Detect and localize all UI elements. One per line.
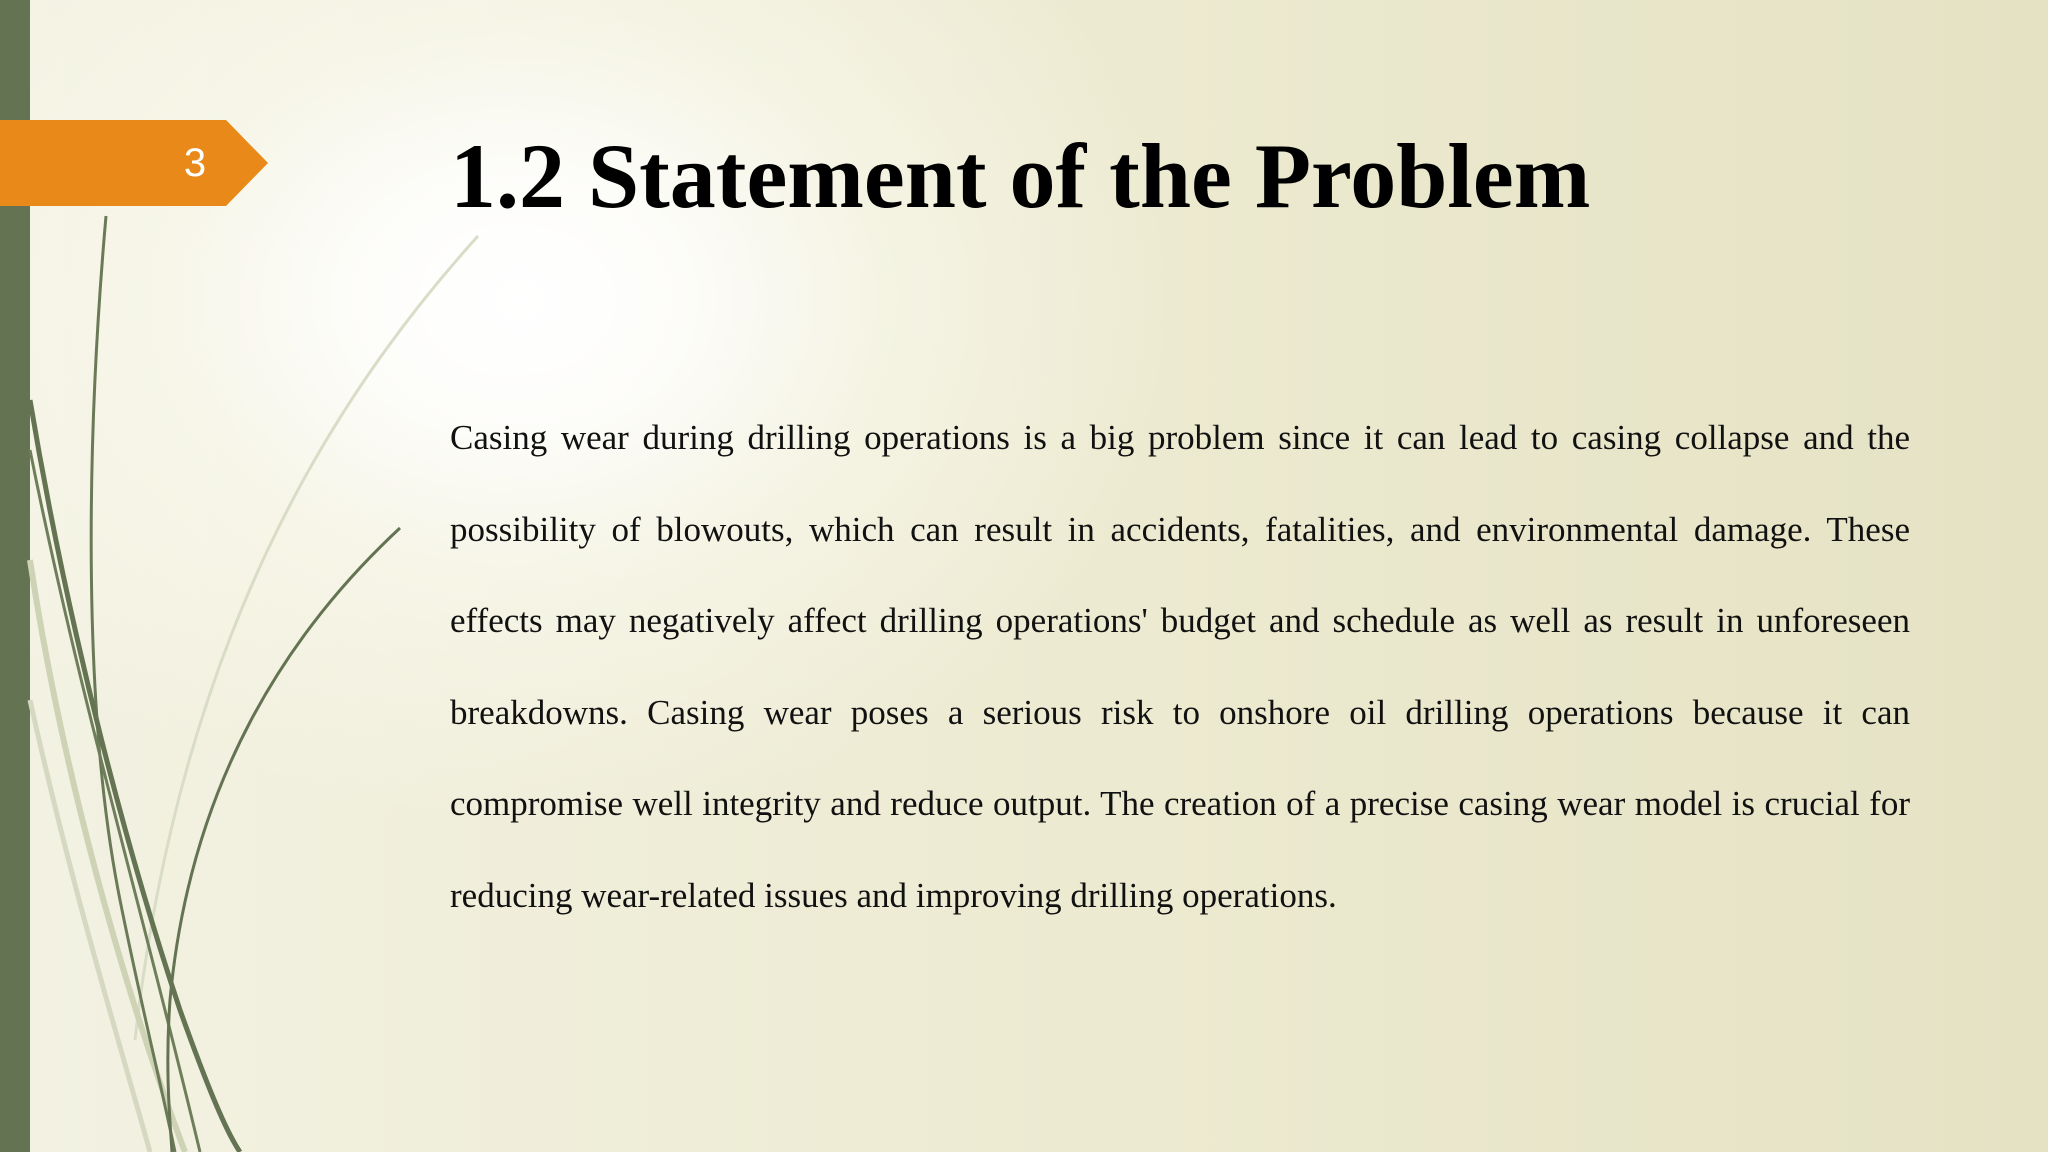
slide-title: 1.2 Statement of the Problem [450,125,1591,227]
slide-number: 3 [183,141,207,185]
body-paragraph: Casing wear during drilling operations is a big problem since it can lead to casing collapse and the possibility of blowouts, which can result in accidents, fatalities, and environmental damage. These effects may negatively affect drilling operations' budget and schedule as well as result in unforeseen breakdowns. Casing wear poses a serious risk to onshore oil drilling operations because it can compromise well integrity and reduce output. The creation of a precise casing wear model is crucial for reducing wear-related issues and improving drilling operations. [450,418,1910,915]
